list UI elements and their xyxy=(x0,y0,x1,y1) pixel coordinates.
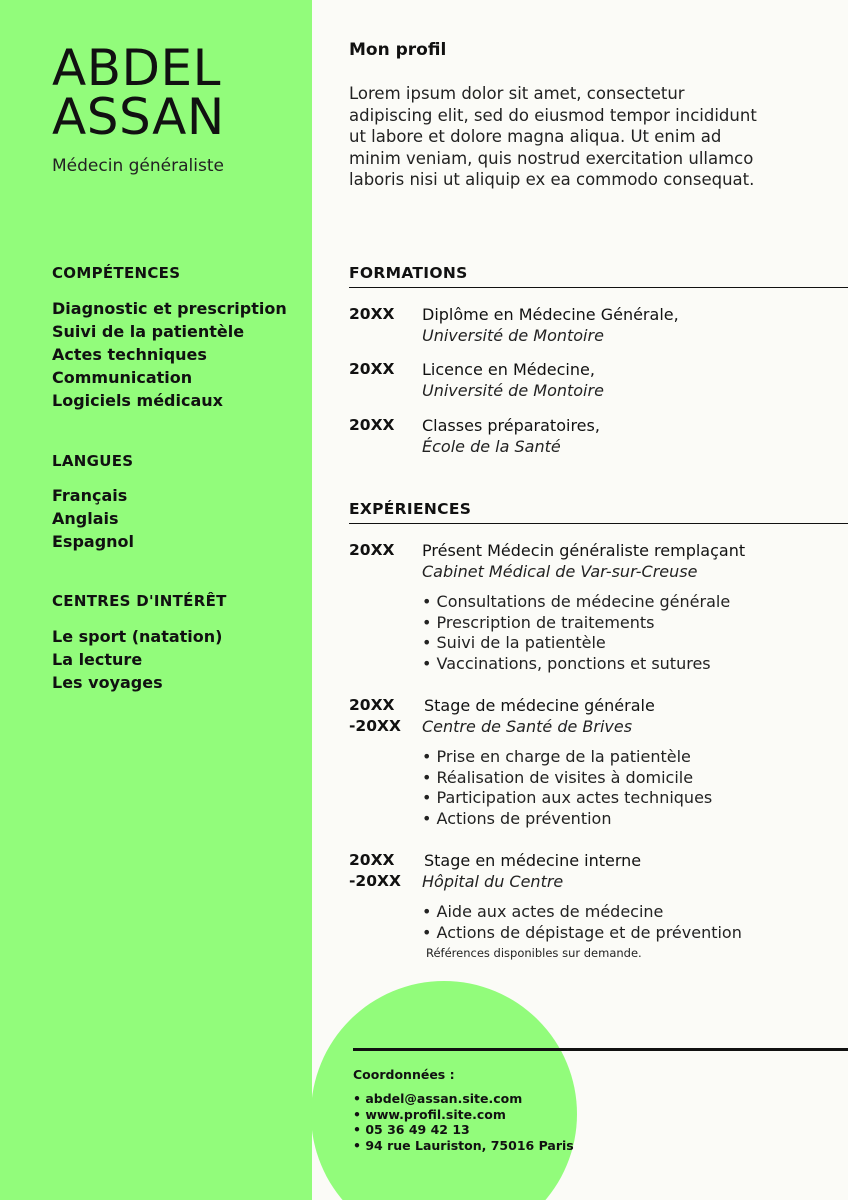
experience-place: Hôpital du Centre xyxy=(422,872,564,891)
education-title: Classes préparatoires, xyxy=(422,416,600,435)
experience-heading: EXPÉRIENCES xyxy=(349,500,848,524)
contact-divider xyxy=(353,1048,848,1051)
education-year: 20XX xyxy=(349,360,395,378)
last-name: ASSAN xyxy=(52,88,225,146)
experience-bullets xyxy=(422,747,712,830)
languages-list xyxy=(52,484,134,553)
experience-title: Présent Médecin généraliste remplaçant xyxy=(422,541,746,560)
references-note: Références disponibles sur demande. xyxy=(426,946,642,960)
education-title: Diplôme en Médecine Générale, xyxy=(422,305,679,324)
education-school: Université de Montoire xyxy=(422,326,604,345)
interest-item: Le sport (natation) xyxy=(52,627,223,646)
bullet-item: • Consultations de médecine générale xyxy=(422,592,731,611)
experience-year: 20XX xyxy=(349,851,395,869)
skills-heading: COMPÉTENCES xyxy=(52,264,181,282)
profile-heading: Mon profil xyxy=(349,40,447,60)
languages-heading: LANGUES xyxy=(52,452,134,470)
bullet-item: • Actions de prévention xyxy=(422,809,612,829)
job-title: Médecin généraliste xyxy=(52,156,224,176)
education-year: 20XX xyxy=(349,305,395,323)
contact-email: • abdel@assan.site.com xyxy=(353,1091,523,1106)
contact-list xyxy=(353,1091,574,1153)
skill-item: Suivi de la patientèle xyxy=(52,322,245,341)
contact-website: • www.profil.site.com xyxy=(353,1106,506,1122)
skill-item: Logiciels médicaux xyxy=(52,391,223,410)
bullet-item: • Prescription de traitements xyxy=(422,612,655,632)
experience-year-end: -20XX xyxy=(349,872,401,890)
interests-list xyxy=(52,625,222,694)
education-school: École de la Santé xyxy=(422,437,561,456)
interest-item: Les voyages xyxy=(52,673,163,692)
contact-address: • 94 rue Lauriston, 75016 Paris xyxy=(353,1137,574,1153)
bullet-item: • Suivi de la patientèle xyxy=(422,633,606,653)
education-title: Licence en Médecine, xyxy=(422,360,595,379)
bullet-item: • Vaccinations, ponctions et sutures xyxy=(422,654,711,674)
experience-year: 20XX xyxy=(349,541,395,559)
first-name: ABDEL xyxy=(52,39,221,97)
interests-heading: CENTRES D'INTÉRÊT xyxy=(52,592,227,610)
language-item: Français xyxy=(52,486,128,505)
bullet-item: • Aide aux actes de médecine xyxy=(422,902,664,921)
language-item: Anglais xyxy=(52,509,119,528)
education-year: 20XX xyxy=(349,416,395,434)
experience-place: Cabinet Médical de Var-sur-Creuse xyxy=(422,562,698,581)
bullet-item: • Prise en charge de la patientèle xyxy=(422,747,691,766)
experience-title: Stage en médecine interne xyxy=(424,851,642,870)
contact-phone: • 05 36 49 42 13 xyxy=(353,1122,470,1137)
bullet-item: • Participation aux actes techniques xyxy=(422,788,713,808)
bullet-item: • Actions de dépistage et de prévention xyxy=(422,922,742,942)
experience-bullets xyxy=(422,902,742,943)
skills-list xyxy=(52,297,287,412)
profile-text: Lorem ipsum dolor sit amet, consectetur adipiscing elit, sed do eiusmod tempor incididunt ut labore et dolore magna aliqua. Ut enim ad minim veniam, quis nostrud exercitation ullamco laboris nisi ut aliquip ex ea commodo consequat. xyxy=(349,84,757,189)
experience-title: Stage de médecine générale xyxy=(424,696,655,715)
contact-heading: Coordonnées : xyxy=(353,1067,455,1082)
interest-item: La lecture xyxy=(52,650,143,669)
experience-place: Centre de Santé de Brives xyxy=(422,717,633,736)
bullet-item: • Réalisation de visites à domicile xyxy=(422,767,694,787)
full-name xyxy=(52,39,225,146)
experience-year: 20XX xyxy=(349,696,395,714)
education-school: Université de Montoire xyxy=(422,381,604,400)
skill-item: Diagnostic et prescription xyxy=(52,299,287,318)
skill-item: Communication xyxy=(52,368,193,387)
experience-year-end: -20XX xyxy=(349,717,401,735)
language-item: Espagnol xyxy=(52,532,135,551)
experience-bullets xyxy=(422,592,730,675)
education-heading: FORMATIONS xyxy=(349,264,848,288)
skill-item: Actes techniques xyxy=(52,345,207,364)
